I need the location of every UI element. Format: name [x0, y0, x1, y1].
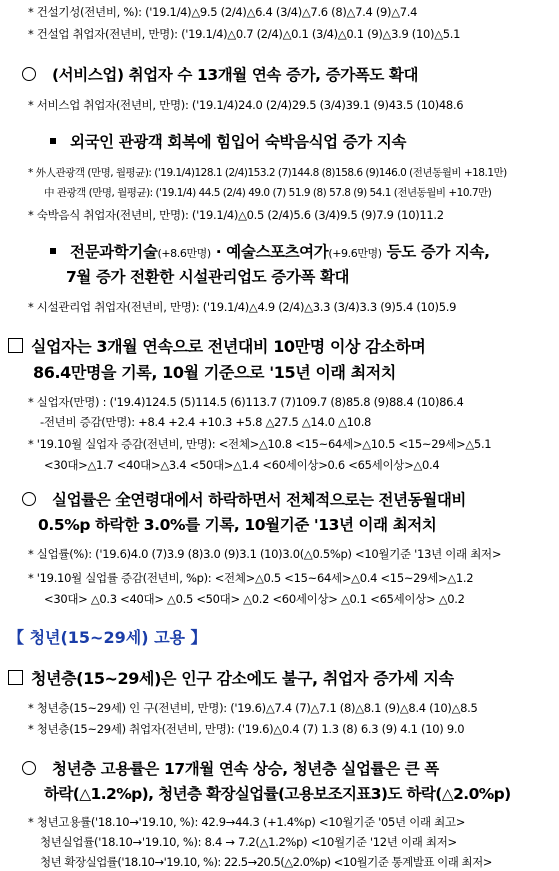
- note-construction-employment: * 건설업 취업자(전년비, 만명): ('19.1/4)△0.7 (2/4)△0.1 (3/4)△0.1 (9)△3.9 (10)△5.1: [28, 27, 461, 41]
- note-unemployed-count: * 실업자(만명) : ('19.4)124.5 (5)114.5 (6)113.7 (7)109.7 (8)85.8 (9)88.4 (10)86.4: [28, 395, 464, 409]
- square-bullet-icon: [50, 138, 56, 144]
- note-unemployment-rate: * 실업률(%): ('19.6)4.0 (7)3.9 (8)3.0 (9)3.1 (10)3.0(△0.5%p) <10월기준 '13년 이래 최저>: [28, 547, 502, 561]
- heading-unemployment-rate: 실업률은 全연령대에서 하락하면서 전체적으로는 전년동월대비: [22, 488, 466, 510]
- note-youth-population: * 청년층(15~29세) 인 구(전년비, 만명): ('19.6)△7.4 (7)△7.1 (8)△8.1 (9)△8.4 (10)△8.5: [28, 701, 478, 715]
- note-youth-unemployment-rate: 청년실업률('18.10→'19.10, %): 8.4 → 7.2(△1.2%p) <10월기준 '12년 이래 최저>: [40, 835, 457, 849]
- note-foreign-tourists: * 外人관광객 (만명, 월평균): ('19.1/4)128.1 (2/4)153.2 (7)144.8 (8)158.6 (9)146.0 (전년동월비 +18.1만): [28, 167, 507, 179]
- square-bullet-icon: [50, 248, 56, 254]
- heading-youth-rates: 청년층 고용률은 17개월 연속 상승, 청년층 실업률은 큰 폭: [22, 757, 439, 779]
- note-unemployment-rate-by-age-2: <30대> △0.3 <40대> △0.5 <50대> △0.2 <60세이상> △0.1 <65세이상> △0.2: [44, 592, 465, 606]
- heading-unemployed: 실업자는 3개월 연속으로 전년대비 10만명 이상 감소하며: [8, 334, 425, 357]
- heading-youth-rates-line2: 하락(△1.2%p), 청년층 확장실업률(고용보조지표3)도 하락(△2.0%p): [44, 785, 511, 803]
- note-youth-extended-unemployment: 청년 확장실업률('18.10→'19.10, %): 22.5→20.5(△2.0%p) <10월기준 통계발표 이래 최저>: [40, 855, 492, 869]
- note-unemployed-by-age-2: <30대>△1.7 <40대>△3.4 <50대>△1.4 <60세이상>0.6 <65세이상>△0.4: [44, 458, 440, 472]
- section-heading-youth: 【 청년(15~29세) 고용 】: [8, 628, 207, 647]
- heading-professional-services-line2: 7월 증가 전환한 시설관리업도 증가폭 확대: [66, 268, 350, 286]
- note-construction-output: * 건설기성(전년비, %): ('19.1/4)△9.5 (2/4)△6.4 (3/4)△7.6 (8)△7.4 (9)△7.4: [28, 5, 418, 19]
- note-accommodation-employment: * 숙박음식 취업자(전년비, 만명): ('19.1/4)△0.5 (2/4)5.6 (3/4)9.5 (9)7.9 (10)11.2: [28, 208, 444, 222]
- heading-unemployment-rate-line2: 0.5%p 하락한 3.0%를 기록, 10월기준 '13년 이래 최저치: [38, 516, 437, 534]
- note-service-employment: * 서비스업 취업자(전년비, 만명): ('19.1/4)24.0 (2/4)29.5 (3/4)39.1 (9)43.5 (10)48.6: [28, 98, 464, 112]
- heading-unemployed-line2: 86.4만명을 기록, 10월 기준으로 '15년 이래 최저치: [33, 363, 396, 382]
- note-unemployment-rate-by-age: * '19.10월 실업률 증감(전년비, %p): <전체>△0.5 <15~64세>△0.4 <15~29세>△1.2: [28, 571, 474, 585]
- circle-bullet-icon: [22, 492, 36, 506]
- note-unemployed-by-age: * '19.10월 실업자 증감(전년비, 만명): <전체>△10.8 <15~64세>△10.5 <15~29세>△5.1: [28, 437, 492, 451]
- note-unemployed-change: -전년비 증감(만명): +8.4 +2.4 +10.3 +5.8 △27.5 △14.0 △10.8: [40, 415, 372, 429]
- heading-service-sector: (서비스업) 취업자 수 13개월 연속 증가, 증가폭도 확대: [22, 63, 418, 85]
- heading-youth-employment: 청년층(15~29세)은 인구 감소에도 불구, 취업자 증가세 지속: [8, 666, 454, 689]
- heading-professional-services: 전문과학기술(+8.6만명) · 예술스포츠여가(+9.6만명) 등도 증가 지속,: [50, 240, 490, 262]
- note-facility-management: * 시설관리업 취업자(전년비, 만명): ('19.1/4)△4.9 (2/4)△3.3 (3/4)3.3 (9)5.4 (10)5.9: [28, 300, 457, 314]
- circle-bullet-icon: [22, 67, 36, 81]
- circle-bullet-icon: [22, 761, 36, 775]
- checkbox-bullet-icon: [8, 338, 23, 353]
- note-youth-employment: * 청년층(15~29세) 취업자(전년비, 만명): ('19.6)△0.4 (7) 1.3 (8) 6.3 (9) 4.1 (10) 9.0: [28, 722, 465, 736]
- note-youth-employment-rate: * 청년고용률('18.10→'19.10, %): 42.9→44.3 (+1.4%p) <10월기준 '05년 이래 최고>: [28, 815, 466, 829]
- heading-tourism: 외국인 관광객 회복에 힘입어 숙박음식업 증가 지속: [50, 130, 406, 152]
- checkbox-bullet-icon: [8, 670, 23, 685]
- note-chinese-tourists: 中 관광객 (만명, 월평균): ('19.1/4) 44.5 (2/4) 49.0 (7) 51.9 (8) 57.8 (9) 54.1 (전년동월비 +10.7만): [44, 187, 492, 199]
